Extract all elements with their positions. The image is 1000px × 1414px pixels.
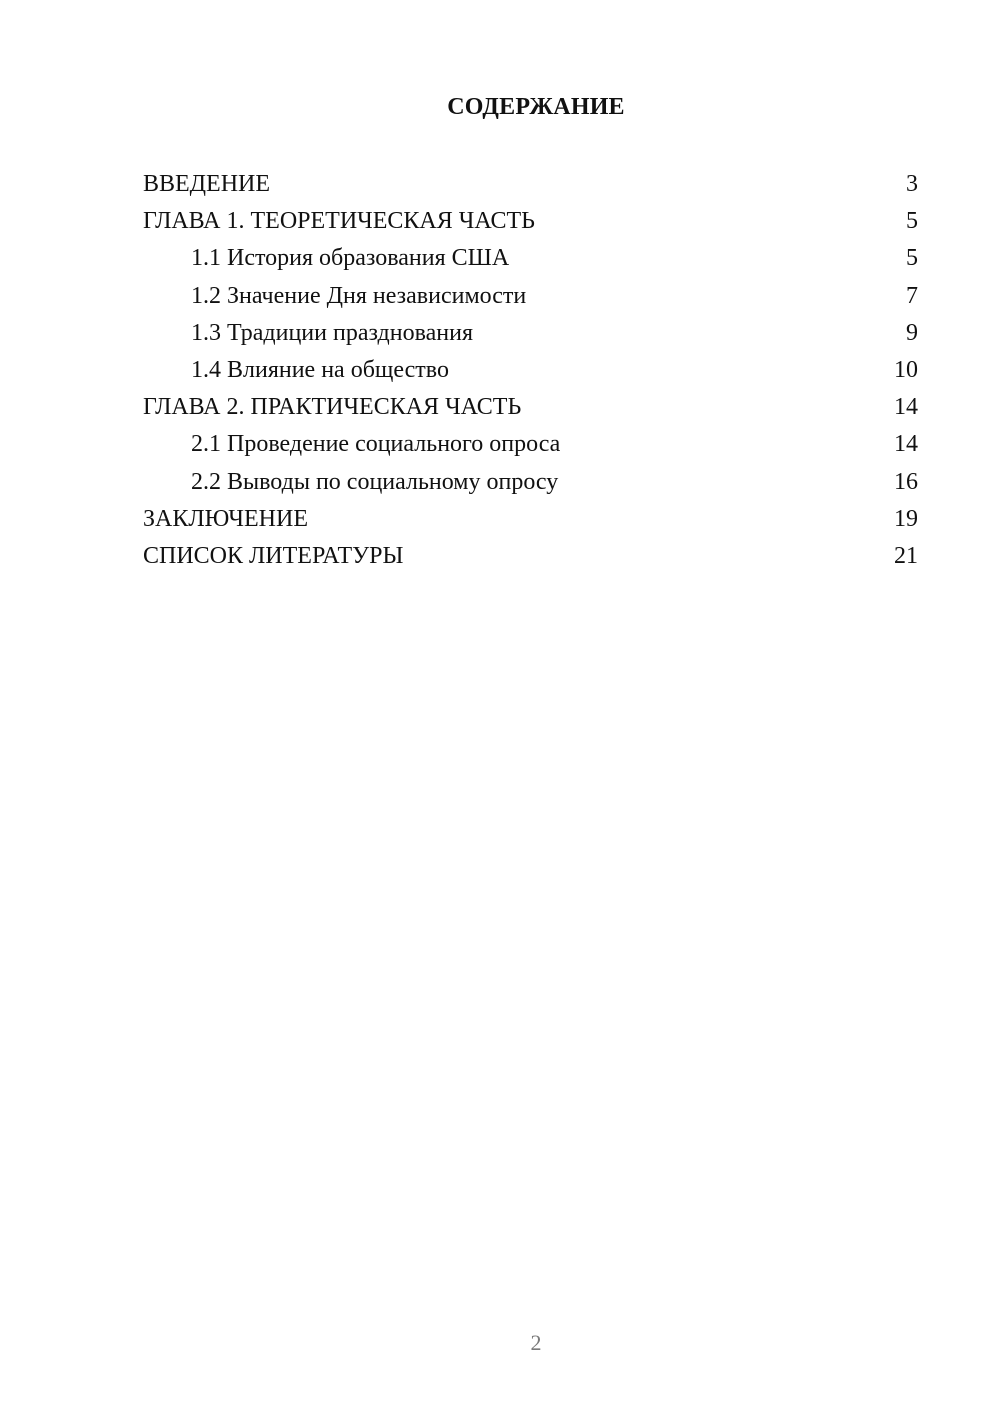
toc-entry-chapter-2[interactable] bbox=[143, 389, 918, 426]
table-of-contents bbox=[143, 166, 918, 575]
toc-entry-section-1-3[interactable] bbox=[143, 315, 918, 352]
toc-entry-section-1-4[interactable] bbox=[143, 352, 918, 389]
toc-entry-section-1-2[interactable] bbox=[143, 278, 918, 315]
toc-entry-references[interactable] bbox=[143, 538, 918, 575]
toc-entry-label: 1.1 История образования США bbox=[191, 245, 510, 272]
toc-entry-label: 1.3 Традиции празднования bbox=[191, 319, 473, 346]
toc-entry-label: СПИСОК ЛИТЕРАТУРЫ bbox=[143, 542, 404, 569]
toc-entry-page: 3 bbox=[906, 171, 918, 197]
toc-entry-section-2-2[interactable] bbox=[143, 464, 918, 501]
toc-entry-section-2-1[interactable] bbox=[143, 426, 918, 463]
toc-entry-label: 2.2 Выводы по социальному опросу bbox=[191, 468, 559, 495]
toc-entry-chapter-1[interactable] bbox=[143, 203, 918, 240]
toc-entry-page: 21 bbox=[894, 542, 918, 569]
page-title: СОДЕРЖАНИЕ bbox=[447, 94, 625, 120]
page-number: 2 bbox=[530, 1330, 542, 1355]
toc-entry-page: 14 bbox=[894, 394, 918, 421]
toc-entry-section-1-1[interactable] bbox=[143, 240, 918, 277]
toc-entry-label: ГЛАВА 2. ПРАКТИЧЕСКАЯ ЧАСТЬ bbox=[143, 394, 522, 421]
toc-entry-label: 1.2 Значение Дня независимости bbox=[191, 282, 527, 309]
toc-entry-label: ЗАКЛЮЧЕНИЕ bbox=[143, 505, 308, 532]
toc-entry-page: 14 bbox=[894, 431, 918, 458]
toc-entry-label: ГЛАВА 1. ТЕОРЕТИЧЕСКАЯ ЧАСТЬ bbox=[143, 208, 535, 235]
toc-entry-page: 9 bbox=[906, 319, 918, 346]
toc-entry-page: 10 bbox=[894, 356, 918, 383]
toc-entry-page: 5 bbox=[906, 245, 918, 272]
toc-entry-page: 16 bbox=[894, 468, 918, 495]
toc-entry-label: ВВЕДЕНИЕ bbox=[143, 171, 271, 197]
toc-entry-label: 1.4 Влияние на общество bbox=[191, 356, 449, 383]
toc-entry-conclusion[interactable] bbox=[143, 501, 918, 538]
toc-entry-introduction[interactable] bbox=[143, 166, 918, 203]
toc-entry-label: 2.1 Проведение социального опроса bbox=[191, 431, 561, 458]
toc-entry-page: 5 bbox=[906, 208, 918, 235]
toc-entry-page: 19 bbox=[894, 505, 918, 532]
toc-entry-page: 7 bbox=[906, 282, 918, 309]
